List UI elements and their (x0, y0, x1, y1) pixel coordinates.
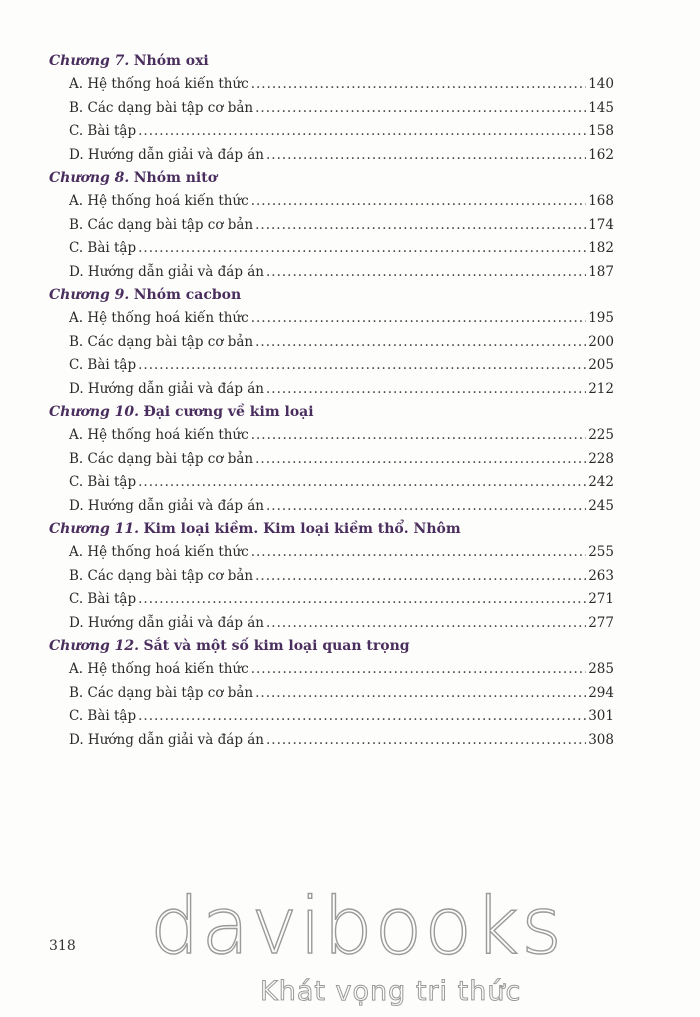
entry-page: 245 (588, 497, 614, 514)
dot-leader (266, 495, 586, 519)
entry-page: 228 (588, 450, 614, 467)
chapter-number: Chương 12. (49, 638, 140, 654)
toc-entry (69, 424, 614, 448)
dot-leader (255, 331, 586, 355)
dot-leader (251, 424, 587, 448)
entry-page: 301 (588, 708, 614, 724)
toc-entry (69, 565, 614, 589)
dot-leader (251, 190, 587, 214)
entry-label: A. Hệ thống hoá kiến thức (69, 310, 249, 326)
chapter-section (0, 635, 700, 752)
toc-entry (69, 331, 614, 355)
dot-leader (266, 261, 586, 285)
entry-label: C. Bài tập (69, 357, 137, 373)
chapter-section (0, 167, 700, 284)
entry-label: D. Hướng dẫn giải và đáp án (69, 263, 264, 280)
entry-label: A. Hệ thống hoá kiến thức (69, 427, 249, 443)
toc-entry (69, 73, 614, 97)
entry-label: A. Hệ thống hoá kiến thức (69, 193, 249, 209)
dot-leader (138, 237, 586, 261)
toc-entry (69, 588, 614, 612)
toc-entry (69, 307, 614, 331)
chapter-number: Chương 7. (49, 53, 130, 69)
entry-page: 162 (588, 146, 614, 163)
entry-label: B. Các dạng bài tập cơ bản (69, 450, 254, 467)
dot-leader (255, 565, 586, 589)
dot-leader (255, 214, 586, 238)
toc-entry (69, 378, 614, 402)
dot-leader (251, 73, 587, 97)
toc-entry (69, 190, 614, 214)
chapter-section (0, 284, 700, 401)
dot-leader (251, 658, 587, 682)
entry-page: 182 (588, 240, 614, 256)
chapter-number: Chương 10. (49, 404, 140, 420)
entry-label: C. Bài tập (69, 591, 137, 607)
chapter-name: Đại cương về kim loại (143, 404, 314, 420)
chapter-title (49, 635, 700, 658)
chapter-number: Chương 11. (49, 521, 140, 537)
chapter-name: Nhóm nitơ (133, 170, 218, 186)
entry-label: D. Hướng dẫn giải và đáp án (69, 614, 264, 631)
entry-page: 145 (588, 99, 614, 116)
entry-label: C. Bài tập (69, 240, 137, 256)
chapter-name: Nhóm oxi (133, 53, 209, 69)
chapter-number: Chương 8. (49, 170, 130, 186)
entry-page: 263 (588, 567, 614, 584)
dot-leader (138, 120, 586, 144)
entry-page: 158 (588, 123, 614, 139)
toc-entry (69, 237, 614, 261)
dot-leader (251, 307, 587, 331)
entry-page: 225 (588, 427, 614, 443)
dot-leader (266, 144, 586, 168)
entry-page: 174 (588, 216, 614, 233)
toc-entry (69, 261, 614, 285)
chapter-name: Nhóm cacbon (133, 287, 242, 303)
dot-leader (138, 354, 586, 378)
entry-label: B. Các dạng bài tập cơ bản (69, 99, 254, 116)
toc-entry (69, 97, 614, 121)
entry-page: 205 (588, 357, 614, 373)
toc-entry (69, 144, 614, 168)
chapter-number: Chương 9. (49, 287, 130, 303)
entry-label: D. Hướng dẫn giải và đáp án (69, 497, 264, 514)
entry-page: 277 (588, 614, 614, 631)
dot-leader (266, 378, 586, 402)
entry-page: 140 (588, 76, 614, 92)
dot-leader (266, 729, 586, 753)
chapter-name: Sắt và một số kim loại quan trọng (143, 638, 410, 654)
chapter-title (49, 518, 700, 541)
entry-page: 195 (588, 310, 614, 326)
chapter-section (0, 401, 700, 518)
entry-label: A. Hệ thống hoá kiến thức (69, 76, 249, 92)
dot-leader (251, 541, 587, 565)
dot-leader (138, 471, 586, 495)
chapter-name: Kim loại kiềm. Kim loại kiềm thổ. Nhôm (143, 521, 461, 537)
entry-label: B. Các dạng bài tập cơ bản (69, 216, 254, 233)
entry-label: D. Hướng dẫn giải và đáp án (69, 146, 264, 163)
table-of-contents (0, 50, 700, 752)
watermark-logo (150, 882, 570, 1012)
chapter-section (0, 518, 700, 635)
entry-page: 212 (588, 380, 614, 397)
dot-leader (138, 705, 586, 729)
entry-label: B. Các dạng bài tập cơ bản (69, 567, 254, 584)
page-number: 318 (49, 938, 76, 954)
entry-label: A. Hệ thống hoá kiến thức (69, 544, 249, 560)
entry-label: B. Các dạng bài tập cơ bản (69, 684, 254, 701)
entry-label: D. Hướng dẫn giải và đáp án (69, 380, 264, 397)
toc-entry (69, 448, 614, 472)
toc-entry (69, 541, 614, 565)
dot-leader (255, 448, 586, 472)
entry-label: C. Bài tập (69, 708, 137, 724)
entry-label: C. Bài tập (69, 123, 137, 139)
entry-label: C. Bài tập (69, 474, 137, 490)
entry-page: 187 (588, 263, 614, 280)
entry-page: 200 (588, 333, 614, 350)
toc-entry (69, 729, 614, 753)
chapter-section (0, 50, 700, 167)
chapter-title (49, 50, 700, 73)
entry-label: A. Hệ thống hoá kiến thức (69, 661, 249, 677)
toc-entry (69, 354, 614, 378)
toc-entry (69, 658, 614, 682)
entry-label: D. Hướng dẫn giải và đáp án (69, 731, 264, 748)
dot-leader (266, 612, 586, 636)
entry-page: 168 (588, 193, 614, 209)
entry-page: 285 (588, 661, 614, 677)
toc-entry (69, 214, 614, 238)
dot-leader (138, 588, 586, 612)
watermark-brand: davibooks (150, 882, 564, 972)
entry-page: 294 (588, 684, 614, 701)
toc-entry (69, 120, 614, 144)
toc-entry (69, 471, 614, 495)
entry-label: B. Các dạng bài tập cơ bản (69, 333, 254, 350)
entry-page: 271 (588, 591, 614, 607)
dot-leader (255, 97, 586, 121)
chapter-title (49, 167, 700, 190)
dot-leader (255, 682, 586, 706)
chapter-title (49, 284, 700, 307)
toc-entry (69, 495, 614, 519)
toc-entry (69, 612, 614, 636)
toc-entry (69, 705, 614, 729)
watermark-tagline: Khát vọng tri thức (260, 976, 522, 1007)
toc-entry (69, 682, 614, 706)
entry-page: 255 (588, 544, 614, 560)
entry-page: 308 (588, 731, 614, 748)
chapter-title (49, 401, 700, 424)
entry-page: 242 (588, 474, 614, 490)
